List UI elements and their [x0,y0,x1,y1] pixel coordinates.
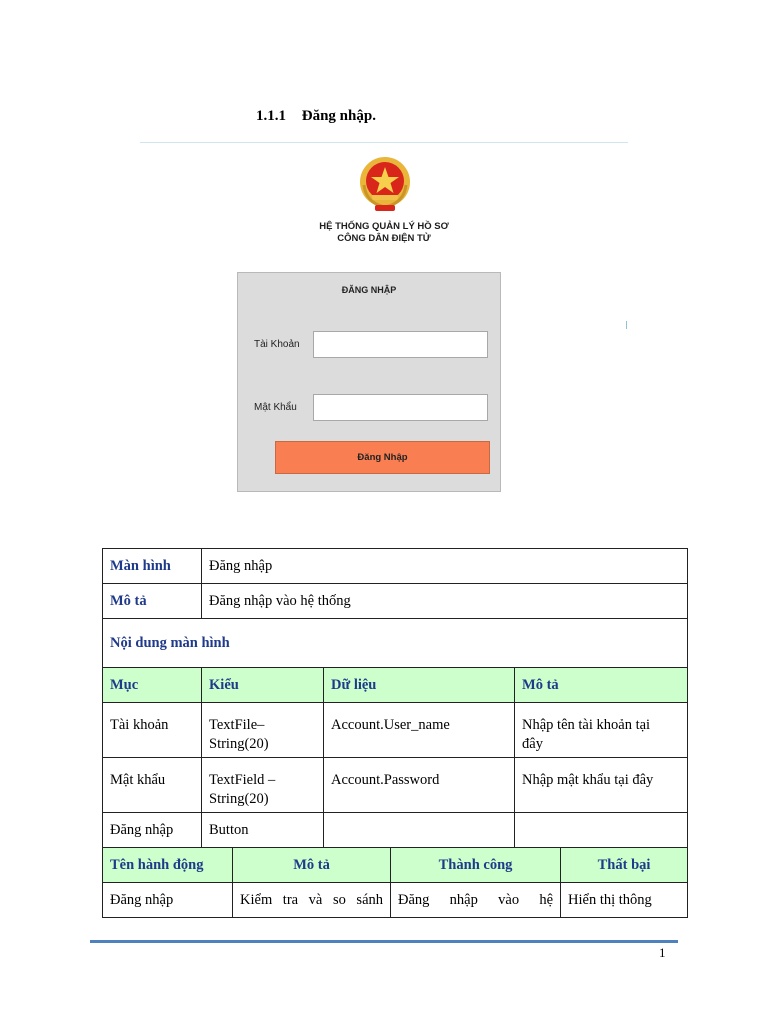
action-header-success: Thành công [391,848,561,883]
table-row [103,703,688,758]
page-number: 1 [659,945,666,960]
row-type: Button [202,813,324,848]
header-type: Kiểu [202,668,324,703]
password-input[interactable] [313,394,488,421]
login-screenshot [140,142,628,499]
header-item: Mục [103,668,202,703]
row-data: Account.Password [324,758,515,813]
row-description: Nhập tên tài khoản tại đây [515,703,688,758]
password-label: Mật Khẩu [254,402,297,413]
login-panel-title: ĐĂNG NHẬP [341,285,397,295]
action-header-failure: Thất bại [561,848,688,883]
table-row [103,758,688,813]
header-data: Dữ liệu [324,668,515,703]
row-item: Tài khoản [103,703,202,758]
row-data: Account.User_name [324,703,515,758]
screen-content-label: Nội dung màn hình [103,619,688,668]
action-row [103,883,688,918]
row-type: TextField – String(20) [202,758,324,813]
action-success: Đăng nhập vào hệ [391,883,561,918]
edge-marker [626,321,627,329]
screen-value: Đăng nhập [202,549,688,584]
description-label: Mô tả [103,584,202,619]
action-header-name: Tên hành động [103,848,233,883]
username-input[interactable] [313,331,488,358]
table-row [103,813,688,848]
section-number: 1.1.1 [256,108,286,124]
description-value: Đăng nhập vào hệ thống [202,584,688,619]
action-failure: Hiển thị thông [561,883,688,918]
section-heading [256,108,376,125]
national-emblem-icon [358,155,412,213]
system-title: HỆ THỐNG QUẢN LÝ HỒ SƠ CÔNG DÂN ĐIỆN TỬ [319,221,449,244]
section-title: Đăng nhập. [301,108,376,124]
screen-spec-table [102,548,688,918]
action-name: Đăng nhập [103,883,233,918]
login-button[interactable]: Đăng Nhập [275,441,490,474]
row-description [515,813,688,848]
username-label: Tài Khoản [254,339,300,350]
row-type: TextFile– String(20) [202,703,324,758]
row-data [324,813,515,848]
header-description: Mô tả [515,668,688,703]
action-header-description: Mô tả [233,848,391,883]
row-description: Nhập mật khẩu tại đây [515,758,688,813]
row-item: Đăng nhập [103,813,202,848]
row-item: Mật khẩu [103,758,202,813]
login-panel [237,272,501,492]
screen-label: Màn hình [103,549,202,584]
action-description: Kiểm tra và so sánh [233,883,391,918]
footer-divider [90,940,678,943]
